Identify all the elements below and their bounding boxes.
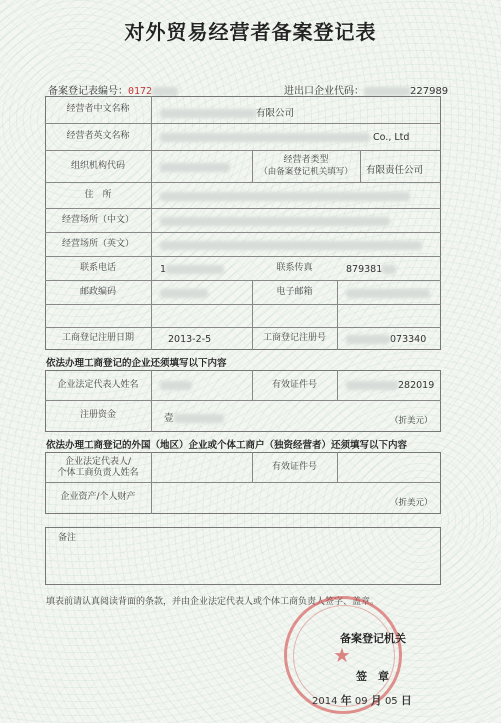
date-day-unit: 日 [400,694,412,707]
legal-rep-value [160,380,192,391]
seal-label: 签 章 [356,670,389,683]
seal-star: ★ [333,643,351,667]
redacted-mark [160,289,208,298]
redacted-mark [152,87,178,96]
cn-name-text: 有限公司 [256,108,295,119]
org-code-value [160,162,230,173]
tel-text: 1 [160,264,167,275]
redacted-mark [364,87,410,96]
row-divider [45,400,441,401]
site-en-value [160,240,422,251]
tel-value [160,264,224,275]
postcode-label: 邮政编码 [79,287,116,297]
row-divider [45,327,441,328]
date-year: 2014 [312,696,338,707]
operator-type-value: 有限责任公司 [366,165,424,176]
capital-label: 注册资金 [79,410,116,420]
row-divider [45,232,441,233]
operator-type-label: 经营者类型 [283,155,329,165]
cn-name-label: 经营者中文名称 [66,104,130,114]
remarks-label: 备注 [58,533,77,543]
redacted-mark [160,109,256,118]
import-export-code-label: 进出口企业代码： [284,86,364,97]
column-divider [151,96,152,350]
assets-label: 企业资产/个人财产 [60,492,136,502]
site-cn-value [160,216,390,227]
fax-text: 879381 [346,264,383,275]
redacted-mark [160,133,370,142]
authority-label: 备案登记机关 [340,632,406,645]
section1-heading: 依法办理工商登记的企业还须填写以下内容 [46,358,227,369]
import-export-code [284,82,448,97]
id-no-text: 282019 [398,380,435,391]
row-divider [45,150,441,151]
rep-label-line1: 企业法定代表人/ [64,457,132,467]
site-cn-label: 经营场所（中文） [61,215,134,225]
en-name-value [160,132,409,143]
form-title: 对外贸易经营者备案登记表 [124,20,377,44]
biz-reg-no-label: 工商登记注册号 [262,333,326,343]
date-day: 05 [384,696,398,707]
redacted-mark [160,217,390,226]
redacted-mark [346,289,430,298]
capital-text: 壹 [164,413,174,424]
column-divider [360,150,361,182]
capital-value [164,410,224,424]
date-month-unit: 月 [370,694,382,707]
capital-unit: （折美元） [390,416,433,426]
column-divider [151,370,152,432]
biz-reg-date-label: 工商登记注册日期 [61,333,134,343]
column-divider [337,452,338,482]
column-divider [337,370,338,400]
cn-name-value [160,105,294,119]
redacted-mark [160,381,192,390]
legal-rep-label: 企业法定代表人姓名 [57,380,139,390]
redacted-mark [160,192,410,201]
remarks-box [45,527,441,585]
row-divider [45,256,441,257]
column-divider [337,280,338,350]
date-year-unit: 年 [340,694,352,707]
address-label: 住 所 [84,190,112,200]
biz-reg-no-value [346,334,426,345]
section2-heading: 依法办理工商登记的外国（地区）企业或个体工商户（独资经营者）还须填写以下内容 [46,440,408,451]
signing-date [312,692,412,708]
biz-reg-no-text: 073340 [390,334,427,345]
id-no-label: 有效证件号 [271,380,317,390]
row-divider [45,123,441,124]
registration-number-label: 备案登记表编号： [48,86,128,97]
date-month: 09 [354,696,368,707]
row-divider [45,208,441,209]
rep-label-line2: 个体工商负责人姓名 [57,468,139,478]
redacted-mark [346,381,398,390]
import-export-code-value: 227989 [410,86,449,97]
redacted-mark [166,265,224,274]
column-divider [151,452,152,514]
id-no-value [346,380,434,391]
org-code-label: 组织机构代码 [70,161,125,171]
tel-label: 联系电话 [79,263,116,273]
assets-unit: （折美元） [390,498,433,508]
operator-type-sublabel: （由备案登记机关填写） [259,167,353,177]
row-divider [45,280,441,281]
redacted-mark [382,265,396,274]
redacted-mark [160,241,422,250]
redacted-mark [346,335,390,344]
biz-reg-date-value: 2013-2-5 [168,334,212,345]
redacted-mark [174,414,224,423]
email-label: 电子邮箱 [276,287,313,297]
row-divider [45,482,441,483]
email-value [346,288,430,299]
fax-value [346,264,396,275]
fax-label: 联系传真 [276,263,313,273]
registration-number [48,82,178,97]
row-divider [45,182,441,183]
postcode-value [160,288,208,299]
section2-id-no-label: 有效证件号 [271,462,317,472]
site-en-label: 经营场所（英文） [61,239,134,249]
footer-note: 填表前请认真阅读背面的条款，并由企业法定代表人或个体工商负责人签字、盖章。 [46,597,380,607]
registration-number-value: 0172 [128,86,153,97]
en-name-label: 经营者英文名称 [66,131,130,141]
en-name-text: Co., Ltd [373,132,410,143]
row-divider [45,304,441,305]
address-value [160,191,410,202]
redacted-mark [160,163,230,172]
